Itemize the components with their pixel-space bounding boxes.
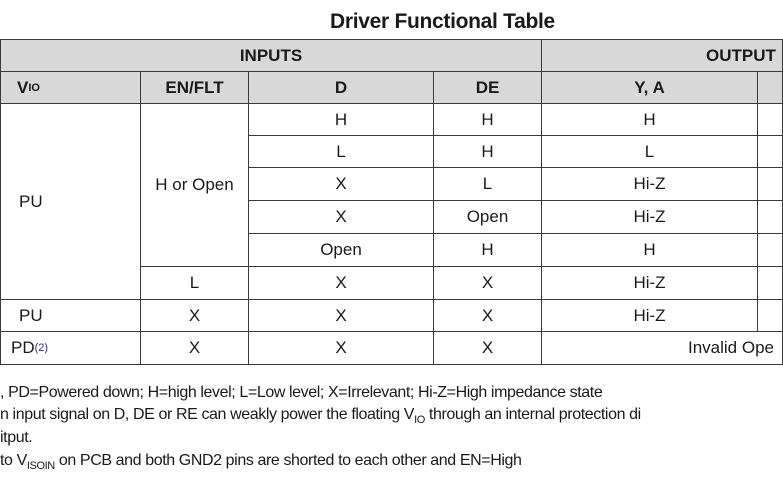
- vio-cell: PU: [0, 299, 141, 332]
- ya-cell: H: [541, 233, 758, 267]
- en-cell: H or Open: [140, 103, 249, 267]
- footnote-link[interactable]: (2): [34, 342, 49, 354]
- outputs-header: OUTPUT: [541, 39, 783, 72]
- de-cell: H: [433, 233, 542, 267]
- extra-cell: [757, 135, 783, 168]
- vio-label: V: [17, 77, 29, 97]
- footnote-4-text-b: on PCB and both GND2 pins are shorted to each other and EN=High: [54, 452, 522, 469]
- d-cell: X: [248, 167, 434, 201]
- extra-cell: [757, 299, 783, 332]
- en-cell: X: [140, 331, 249, 365]
- ya-cell: L: [541, 135, 758, 168]
- ya-cell: Hi-Z: [541, 299, 758, 332]
- vio-header: [0, 71, 141, 104]
- extra-cell: [757, 233, 783, 267]
- d-cell: X: [248, 266, 434, 300]
- footnote-1: , PD=Powered down; H=high level; L=Low level; X=Irrelevant; Hi-Z=High impedance state: [0, 384, 603, 401]
- inputs-header: INPUTS: [0, 39, 542, 72]
- table-title: Driver Functional Table: [330, 10, 555, 33]
- d-cell: H: [248, 103, 434, 136]
- vio-cell: PU: [0, 103, 141, 300]
- footnote-4: [0, 452, 522, 472]
- d-header: D: [248, 71, 434, 104]
- ya-cell: H: [541, 103, 758, 136]
- ya-header: Y, A: [541, 71, 758, 104]
- footnote-2-sub: IO: [414, 414, 425, 426]
- en-flt-header: EN/FLT: [140, 71, 249, 104]
- vio-subscript: IO: [28, 81, 40, 94]
- de-cell: H: [433, 103, 542, 136]
- ya-cell: Hi-Z: [541, 200, 758, 234]
- footnote-4-text: to V: [0, 452, 27, 469]
- de-cell: X: [433, 331, 542, 365]
- ya-cell: Hi-Z: [541, 167, 758, 201]
- d-cell: X: [248, 299, 434, 332]
- de-cell: X: [433, 266, 542, 300]
- footnote-3: itput.: [0, 429, 33, 446]
- extra-cell: [757, 200, 783, 234]
- ya-cell: Hi-Z: [541, 266, 758, 300]
- footnote-2: [0, 406, 641, 426]
- vio-value: PD: [11, 338, 35, 357]
- ya-cell-invalid: Invalid Ope: [541, 331, 783, 365]
- de-cell: X: [433, 299, 542, 332]
- d-cell: Open: [248, 233, 434, 267]
- d-cell: L: [248, 135, 434, 168]
- de-cell: L: [433, 167, 542, 201]
- footnote-4-sub: ISOIN: [26, 460, 55, 472]
- vio-cell: [0, 331, 141, 365]
- de-cell: H: [433, 135, 542, 168]
- en-cell: L: [140, 266, 249, 300]
- extra-cell: [757, 167, 783, 201]
- extra-cell: [757, 103, 783, 136]
- de-header: DE: [433, 71, 542, 104]
- footnote-2-text-b: through an internal protection di: [424, 406, 641, 423]
- footnote-2-text: n input signal on D, DE or RE can weakly power the floating V: [0, 406, 415, 423]
- d-cell: X: [248, 200, 434, 234]
- d-cell: X: [248, 331, 434, 365]
- extra-cell: [757, 266, 783, 300]
- de-cell: Open: [433, 200, 542, 234]
- output-header-extra: [757, 71, 783, 104]
- en-cell: X: [140, 299, 249, 332]
